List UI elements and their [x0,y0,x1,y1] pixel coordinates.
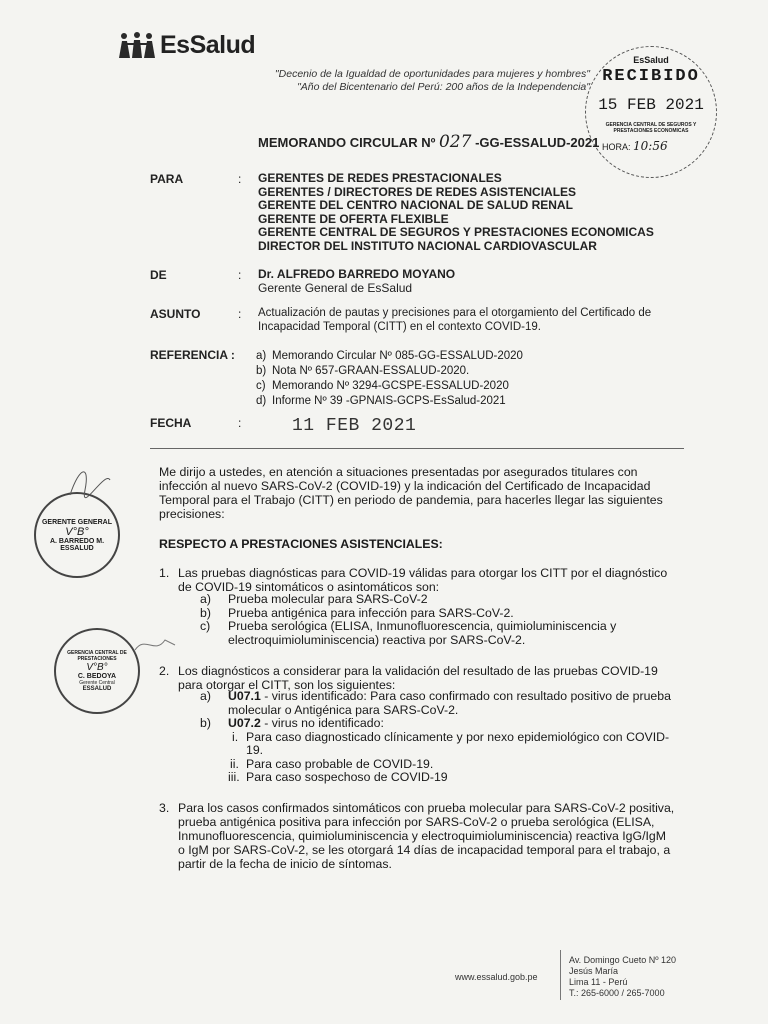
seal-gc-name: C. BEDOYA [77,673,117,680]
para-label: PARA [150,172,184,186]
referencia-label: REFERENCIA : [150,348,235,362]
section-heading: RESPECTO A PRESTACIONES ASISTENCIALES: [159,537,443,551]
referencia-item: a) Memorando Circular Nº 085-GG-ESSALUD-2020 [256,350,523,362]
seal-gc-vb: V°B° [86,662,108,673]
de-name: Dr. ALFREDO BARREDO MOYANO [258,267,456,281]
de-label: DE [150,268,167,282]
stamp-label: RECIBIDO [602,67,700,86]
para-line: GERENTE DE OFERTA FLEXIBLE [258,211,449,226]
seal-gg-name: A. BARREDO M. [49,537,105,545]
memo-title [258,132,599,152]
seal-gg-top: GERENTE GENERAL [41,518,112,526]
memo-title-suffix: -GG-ESSALUD-2021 [475,135,600,150]
asunto-line-2: Incapacidad Temporal (CITT) en el contexto COVID-19. [258,320,541,333]
seal-gc-bottom: ESSALUD [82,686,112,692]
para-line: GERENTES / DIRECTORES DE REDES ASISTENCIALES [258,184,577,199]
fecha-value: 11 FEB 2021 [292,416,417,436]
stamp-date: 15 FEB 2021 [598,96,704,114]
footer-website: www.essalud.gob.pe [455,972,538,982]
memo-number: 027 [438,132,472,152]
gerencia-central-seal [54,628,140,714]
item-2: Los diagnósticos a considerar para la validación del resultado de las pruebas COVID-19 para otorgar el CITT, son los siguientes: [178,664,658,692]
de-colon: : [238,268,242,282]
de-role: Gerente General de EsSalud [258,280,413,295]
gerente-general-seal [34,492,120,578]
seal-gc-sub: Gerente Central [79,680,115,686]
seal-gg-vb: V°B° [65,525,89,538]
header-divider [150,448,684,449]
asunto-colon: : [238,307,242,321]
seal-gg-bottom: ESSALUD [60,544,94,552]
memo-title-prefix: MEMORANDO CIRCULAR Nº [258,135,436,150]
family-logo-icon [118,32,156,58]
referencia-item: d) Informe Nº 39 -GPNAIS-GCPS-EsSalud-2021 [256,395,506,407]
footer-address: Av. Domingo Cueto Nº 120 Jesús María Lima 11 - Perú T.: 265-6000 / 265-7000 [569,955,677,998]
item-2-sublist: a) U07.1 - virus identificado: Para caso confirmado con resultado positivo de prueba molecular o Antigénica para SARS-CoV-2. b) U07.2 - virus no identificado: i. Para caso diagnosticado clínicamente y por nexo epidemiológico con COVID- 19. ii. Para caso probable de COVID-19. iii. Para caso sospechoso de COVID-19 [200,689,671,784]
item-1: Las pruebas diagnósticas para COVID-19 válidas para otorgar los CITT por el diagnóstico de COVID-19 sintomáticos o asintomáticos son: [178,566,668,594]
stamp-brand: EsSalud [633,55,669,65]
item-1-sublist: a) Prueba molecular para SARS-CoV-2 b) Prueba antigénica para infección para SARS-CoV-2. c) Prueba serológica (ELISA, Inmunofluorescencia, quimioluminiscencia y electroquimioluminiscencia) reactiva por SARS-CoV-2. [200,592,617,647]
item-3: Para los casos confirmados sintomáticos con prueba molecular para SARS-CoV-2 positiva, prueba antigénica positiva para infección por SARS-CoV-2 o prueba serológica (ELISA, Inmunofluorescencia, quimioluminiscencia y electroquimioluminiscencia) reactiva IgG/IgM o IgM por SARS-CoV-2, se les otorgará 14 días de incapacidad temporal para el trabajo, a partir de la fecha de inicio de síntomas. [178,801,675,871]
signature-mark-1 [60,460,120,500]
signature-mark-2 [130,630,180,660]
para-line: GERENTE DEL CENTRO NACIONAL DE SALUD RENAL [258,198,573,212]
item-number-1: 1. [159,566,170,580]
footer-divider [560,950,561,1000]
referencia-item: b) Nota Nº 657-GRAAN-ESSALUD-2020. [256,365,470,377]
para-recipients [258,172,654,253]
logo-text: EsSalud [160,31,256,59]
asunto-label: ASUNTO [150,307,201,321]
slogan-line-2: "Año del Bicentenario del Perú: 200 años de la Independencia" [297,81,590,93]
intro-paragraph: Me dirijo a ustedes, en atención a situaciones presentadas por asegurados titulares con infección al nuevo SARS-CoV-2 (COVID-19) y la indicación del Certificado de Incapacidad Temporal para el Trabajo (CITT) en periodo de pandemia, para hacerles llegar las siguientes precisiones: [159,465,663,521]
seal-gc-top: GERENCIA CENTRAL DE PRESTACIONES [67,650,127,662]
fecha-colon: : [238,416,242,430]
para-line: GERENTES DE REDES PRESTACIONALES [258,171,502,185]
stamp-line: GERENCIA CENTRAL DE SEGUROS Y PRESTACIONES ECONOMICAS [605,122,697,134]
asunto-value [258,307,651,334]
para-line: GERENTE CENTRAL DE SEGUROS Y PRESTACIONES ECONOMICAS [258,225,654,239]
para-line: DIRECTOR DEL INSTITUTO NACIONAL CARDIOVASCULAR [258,238,597,253]
referencia-list [256,349,523,409]
essalud-logo [118,32,255,58]
fecha-label: FECHA [150,416,192,430]
slogan-line-1: "Decenio de la Igualdad de oportunidades para mujeres y hombres" [274,68,590,80]
asunto-line-1: Actualización de pautas y precisiones para el otorgamiento del Certificado de [258,307,652,319]
item-number-3: 3. [159,801,170,815]
referencia-item: c) Memorando Nº 3294-GCSPE-ESSALUD-2020 [256,380,509,392]
recibido-stamp [585,46,717,178]
item-number-2: 2. [159,664,170,678]
de-value [258,268,455,295]
stamp-hora-label: HORA: [602,142,631,152]
para-colon: : [238,172,242,186]
stamp-hora-value: 10:56 [633,139,668,153]
